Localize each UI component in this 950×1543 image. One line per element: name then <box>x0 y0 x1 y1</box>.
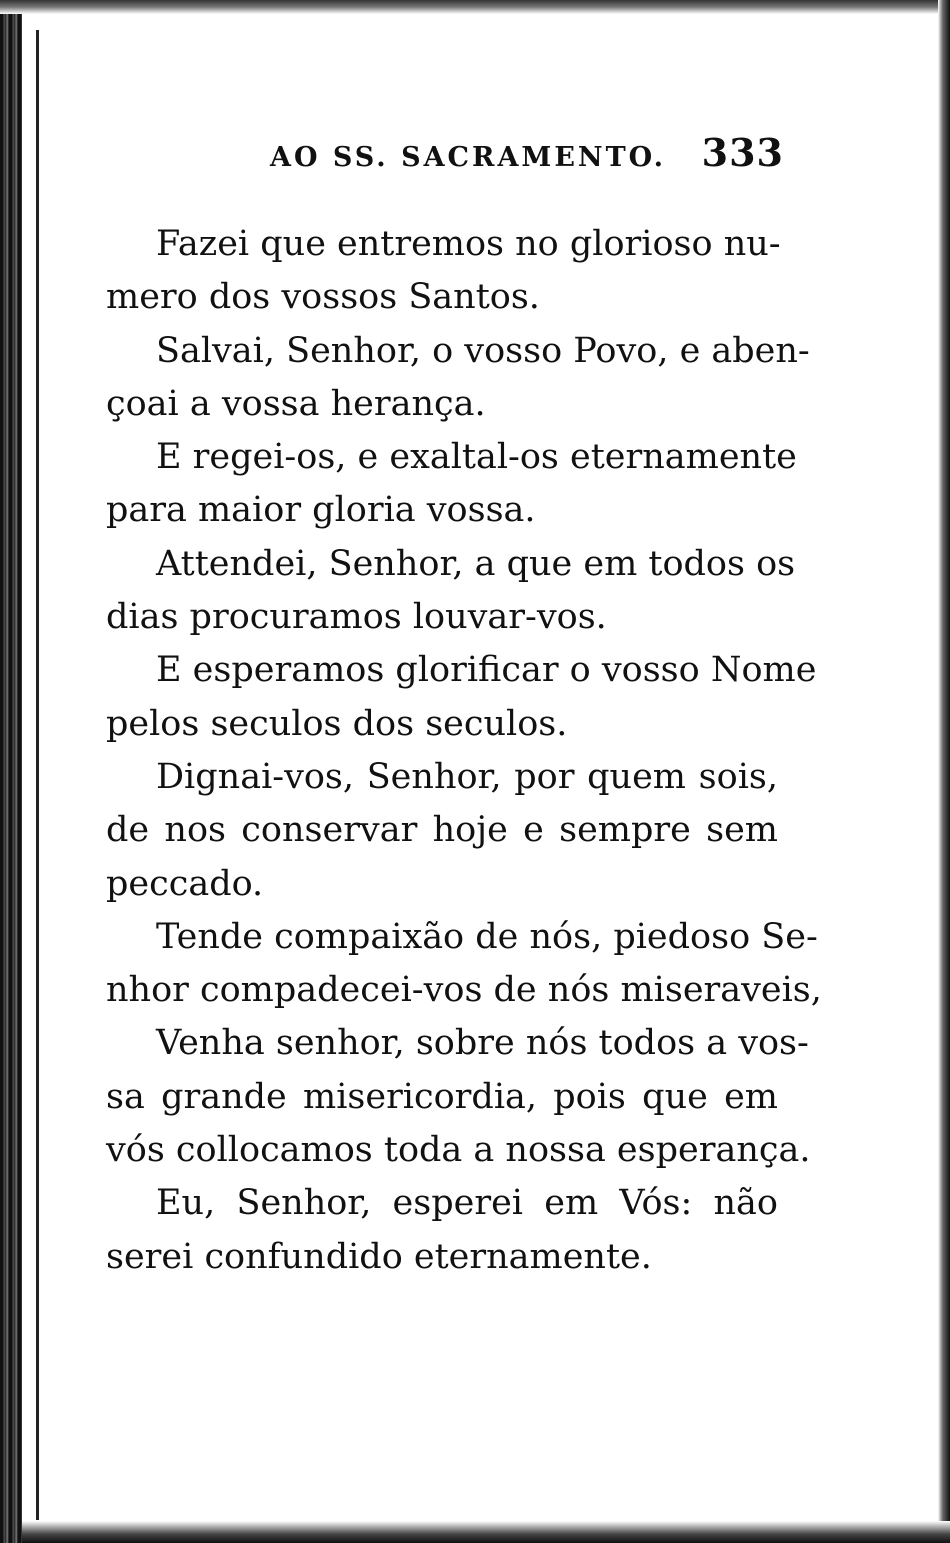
text-line: Salvai, Senhor, o vosso Povo, e aben- <box>156 330 810 371</box>
page-top-edge <box>0 0 950 14</box>
text-line: Venha senhor, sobre nós todos a vos- <box>156 1023 809 1064</box>
text-line: mero dos vossos Santos. <box>106 277 540 318</box>
text-line: sa grande misericordia, pois que em <box>106 1076 778 1117</box>
text-line: serei confundido eternamente. <box>106 1236 652 1277</box>
text-line: Attendei, Senhor, a que em todos os <box>156 543 796 584</box>
text-line: vós collocamos toda a nossa esperança. <box>106 1130 811 1171</box>
text-line: E regei-os, e exaltal-os eternamente <box>156 437 797 478</box>
text-line: para maior gloria vossa. <box>106 490 536 531</box>
page-margin-line <box>36 30 39 1520</box>
prayer-text <box>106 218 822 1284</box>
text-line: Dignai-vos, Senhor, por quem sois, <box>156 756 778 797</box>
text-line: peccado. <box>106 863 264 904</box>
page-header <box>100 130 790 190</box>
text-line: çoai a vossa herança. <box>106 383 486 424</box>
text-line: Fazei que entremos no glorioso nu- <box>156 224 781 264</box>
text-line: E esperamos glorificar o vosso Nome <box>156 650 817 691</box>
text-line: nhor compadecei-vos de nós miseraveis, <box>106 970 822 1011</box>
text-line: Tende compaixão de nós, piedoso Se- <box>156 916 818 957</box>
page-number: 333 <box>701 130 784 175</box>
page-right-edge <box>938 0 950 1543</box>
running-head: AO SS. SACRAMENTO. <box>270 142 667 173</box>
page-binding-edge <box>0 0 22 1543</box>
text-line: Eu, Senhor, esperei em Vós: não <box>156 1183 778 1224</box>
text-line: dias procuramos louvar-vos. <box>106 597 607 638</box>
page-bottom-edge <box>22 1521 950 1543</box>
text-line: pelos seculos dos seculos. <box>106 703 568 744</box>
text-line: de nos conservar hoje e sempre sem <box>106 810 778 851</box>
